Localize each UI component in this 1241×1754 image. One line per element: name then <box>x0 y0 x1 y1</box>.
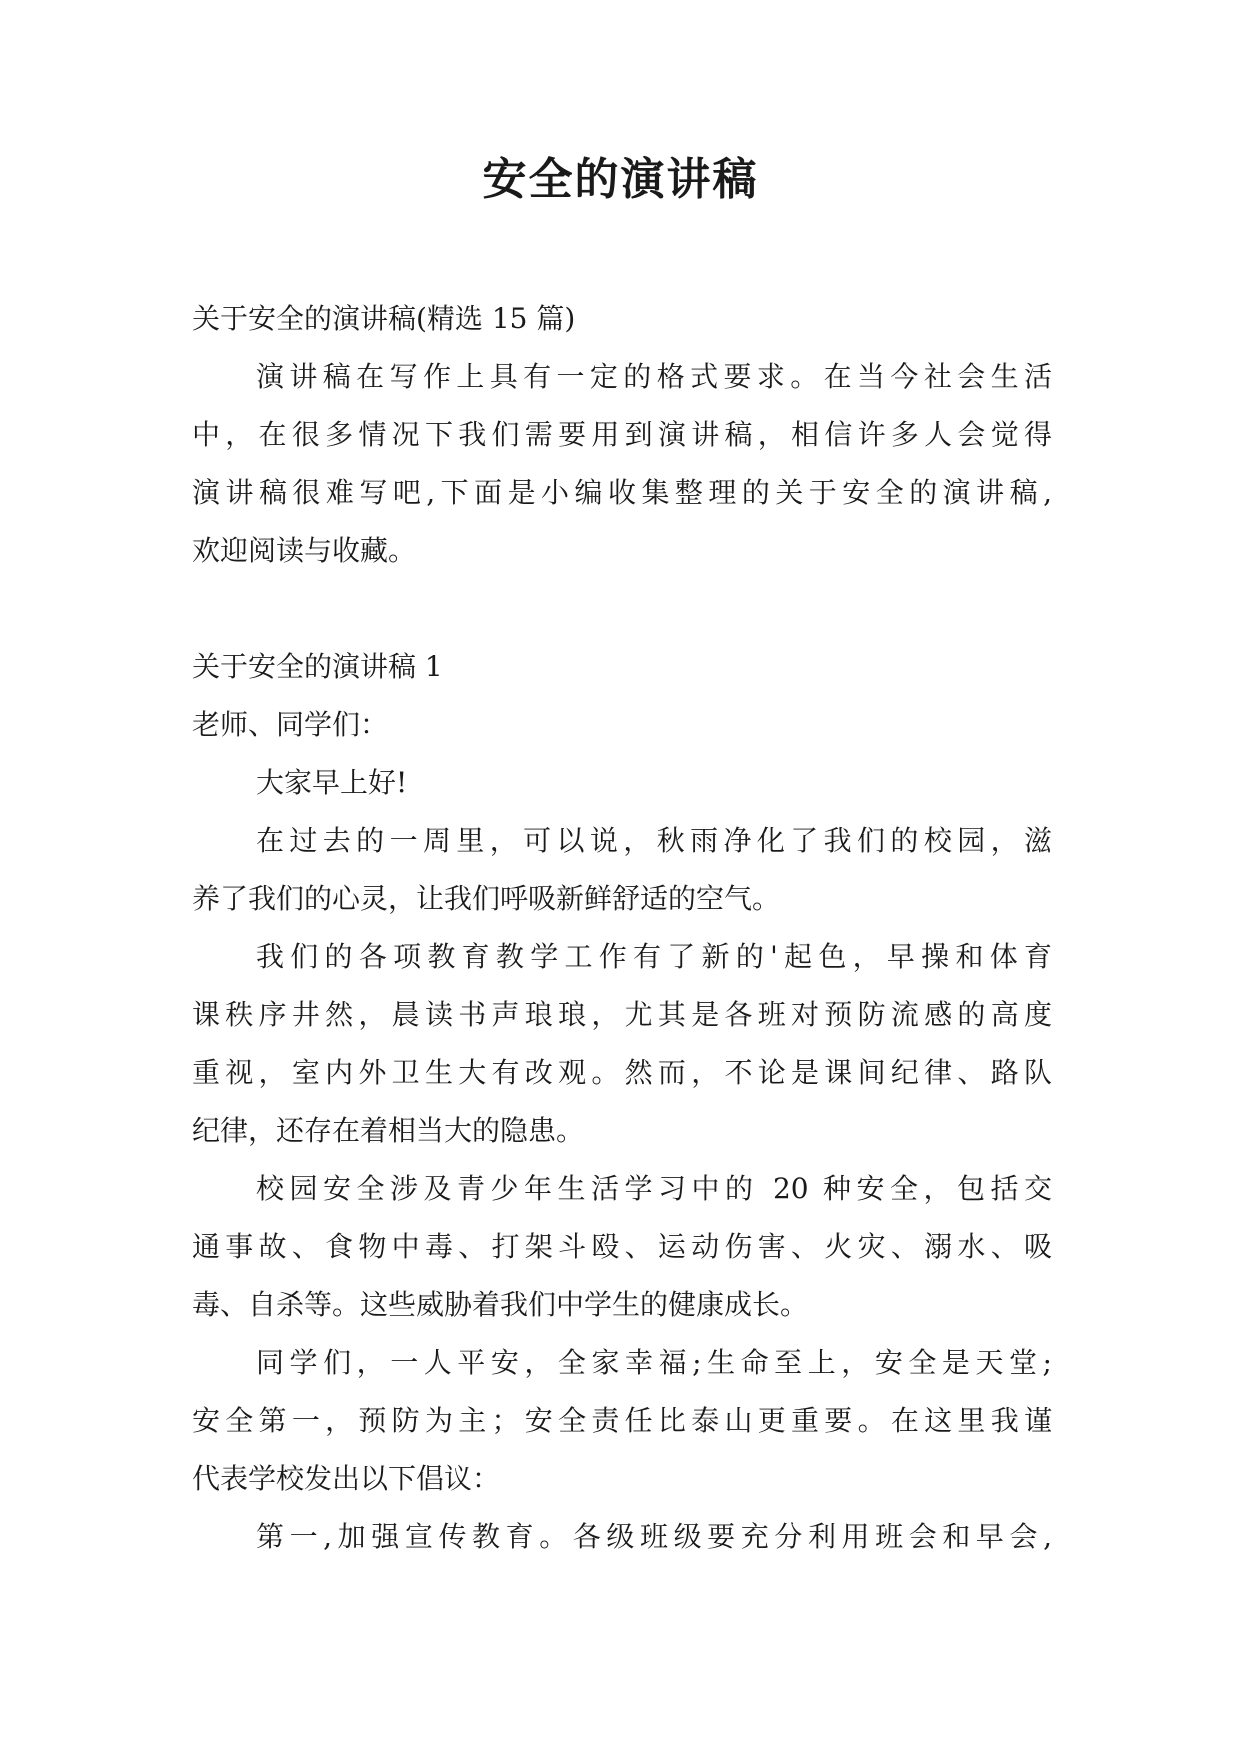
greeting: 大家早上好! <box>256 766 408 799</box>
text-line: 第一,加强宣传教育。各级班级要充分利用班会和早会, <box>256 1520 1052 1553</box>
paragraph-4 <box>192 1334 1052 1508</box>
document-title: 安全的演讲稿 <box>482 154 759 205</box>
text-line: 课秩序井然，晨读书声琅琅，尤其是各班对预防流感的高度 <box>192 998 1052 1031</box>
document-body <box>192 290 1052 1566</box>
paragraph-2 <box>192 928 1052 1160</box>
intro-paragraph <box>192 348 1052 580</box>
subtitle: 关于安全的演讲稿(精选 15 篇) <box>192 302 576 335</box>
salutation: 老师、同学们： <box>192 708 389 741</box>
text-line: 校园安全涉及青少年生活学习中的 20 种安全，包括交 <box>256 1172 1052 1205</box>
text-line: 中，在很多情况下我们需要用到演讲稿，相信许多人会觉得 <box>192 418 1052 451</box>
text-line: 我们的各项教育教学工作有了新的'起色，早操和体育 <box>256 940 1052 973</box>
text-line: 同学们，一人平安，全家幸福;生命至上，安全是天堂; <box>256 1346 1052 1379</box>
text-line: 纪律，还存在着相当大的隐患。 <box>192 1114 585 1147</box>
paragraph-5 <box>192 1508 1052 1566</box>
paragraph-gap <box>192 580 1052 638</box>
text-line: 演讲稿在写作上具有一定的格式要求。在当今社会生活 <box>256 360 1052 393</box>
text-line: 在过去的一周里，可以说，秋雨净化了我们的校园，滋 <box>256 824 1052 857</box>
text-line: 演讲稿很难写吧,下面是小编收集整理的关于安全的演讲稿, <box>192 476 1052 509</box>
text-line: 欢迎阅读与收藏。 <box>192 534 417 567</box>
text-line: 毒、自杀等。这些威胁着我们中学生的健康成长。 <box>192 1288 809 1321</box>
text-line: 通事故、食物中毒、打架斗殴、运动伤害、火灾、溺水、吸 <box>192 1230 1052 1263</box>
text-line: 安全第一，预防为主；安全责任比泰山更重要。在这里我谨 <box>192 1404 1052 1437</box>
section-heading: 关于安全的演讲稿 1 <box>192 650 443 683</box>
text-line: 重视，室内外卫生大有改观。然而，不论是课间纪律、路队 <box>192 1056 1052 1089</box>
text-line: 养了我们的心灵，让我们呼吸新鲜舒适的空气。 <box>192 882 781 915</box>
text-line: 代表学校发出以下倡议： <box>192 1462 501 1495</box>
paragraph-3 <box>192 1160 1052 1334</box>
paragraph-1 <box>192 812 1052 928</box>
